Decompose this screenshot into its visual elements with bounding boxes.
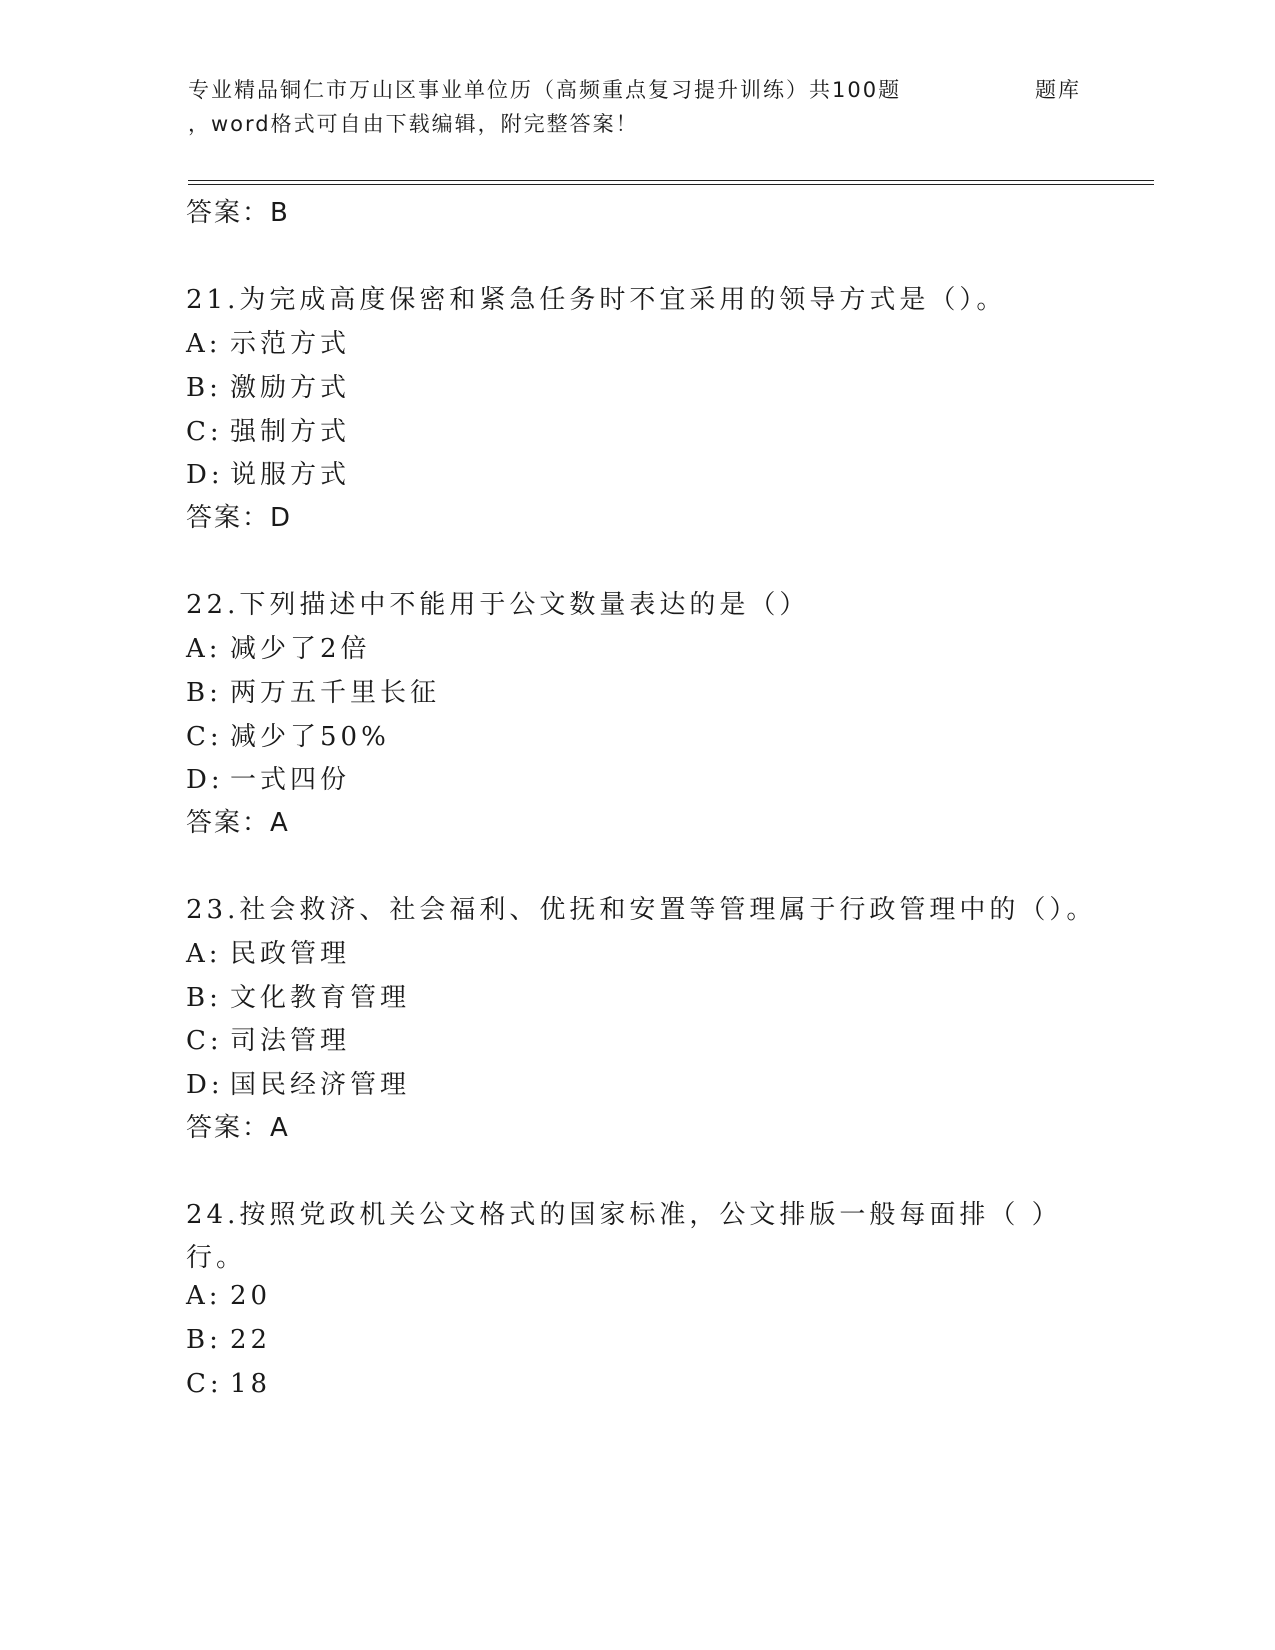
header-divider-top	[188, 180, 1154, 181]
header-divider-bottom	[188, 184, 1154, 185]
option-label: D:	[186, 460, 224, 490]
option-text: 文化教育管理	[230, 983, 411, 1013]
option-label: B:	[186, 678, 222, 708]
option-label: C:	[186, 1369, 223, 1399]
option-text: 说服方式	[230, 460, 351, 490]
option-text: 国民经济管理	[230, 1070, 411, 1100]
option-21-a	[186, 323, 350, 360]
question-22: 22.下列描述中不能用于公文数量表达的是（）	[186, 590, 810, 620]
option-21-b	[186, 367, 350, 404]
option-label: C:	[186, 722, 223, 752]
option-23-b	[186, 977, 410, 1014]
header-title: 专业精品铜仁市万山区事业单位历（高频重点复习提升训练）共100题	[188, 78, 902, 102]
option-text: 20	[230, 1281, 272, 1311]
option-24-a	[186, 1281, 271, 1311]
option-23-c	[186, 1020, 350, 1057]
option-23-d	[186, 1064, 410, 1101]
option-text: 激励方式	[230, 373, 351, 403]
option-text: 22	[230, 1325, 272, 1355]
answer-22: 答案：A	[186, 808, 290, 838]
answer-21: 答案：D	[186, 503, 293, 533]
option-21-d	[186, 454, 350, 491]
option-label: C:	[186, 417, 223, 447]
option-label: D:	[186, 1070, 224, 1100]
option-label: A:	[186, 1281, 222, 1311]
option-22-d	[186, 759, 350, 796]
question-24: 24.按照党政机关公文格式的国家标准，公文排版一般每面排（ ）	[186, 1200, 1062, 1230]
option-text: 示范方式	[230, 329, 351, 359]
answer-prev: 答案：B	[186, 198, 290, 228]
question-21: 21.为完成高度保密和紧急任务时不宜采用的领导方式是（）。	[186, 285, 1007, 315]
header-subtitle: ，word格式可自由下载编辑，附完整答案！	[188, 112, 639, 136]
option-24-c	[186, 1369, 271, 1399]
option-label: C:	[186, 1026, 223, 1056]
option-text: 强制方式	[230, 417, 351, 447]
option-text: 减少了2倍	[230, 634, 371, 664]
option-label: B:	[186, 373, 222, 403]
option-23-a	[186, 933, 350, 970]
option-22-c	[186, 716, 390, 753]
option-label: A:	[186, 329, 222, 359]
option-text: 民政管理	[230, 939, 351, 969]
option-22-a	[186, 628, 371, 665]
header-right-label: 题库	[1035, 78, 1081, 102]
option-text: 减少了50%	[230, 722, 390, 752]
question-23: 23.社会救济、社会福利、优抚和安置等管理属于行政管理中的（）。	[186, 895, 1097, 925]
option-24-b	[186, 1325, 271, 1355]
option-label: D:	[186, 765, 224, 795]
option-22-b	[186, 672, 440, 709]
option-label: A:	[186, 634, 222, 664]
option-label: A:	[186, 939, 222, 969]
option-label: B:	[186, 1325, 222, 1355]
question-24-continued: 行。	[186, 1243, 247, 1273]
option-text: 一式四份	[230, 765, 351, 795]
option-label: B:	[186, 983, 222, 1013]
option-text: 司法管理	[230, 1026, 351, 1056]
option-text: 18	[230, 1369, 272, 1399]
answer-23: 答案：A	[186, 1113, 290, 1143]
option-text: 两万五千里长征	[230, 678, 441, 708]
option-21-c	[186, 411, 350, 448]
